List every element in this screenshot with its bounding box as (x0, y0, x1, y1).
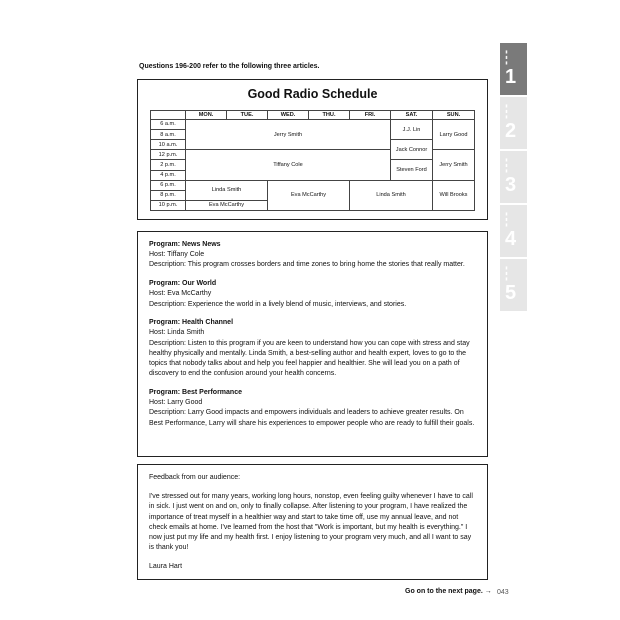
program-name: Program: Best Performance (149, 388, 242, 396)
time-cell: 6 a.m. (151, 120, 186, 130)
day-header: WED. (268, 111, 309, 120)
program-host: Host: Eva McCarthy (149, 290, 212, 298)
program-description: Description: Listen to this program if you are keen to understand how you can cope with stress and stay healthy physically and mentally. Linda Smith, a best-selling author and health expert, loves to go to the topics that nobody talks about and help you feel happier and healthier. She will lead you on a path of discovery to end the confusion around your health concerns. (149, 339, 470, 378)
day-header: TUE. (227, 111, 268, 120)
program-name: Program: Our World (149, 280, 217, 288)
day-header: THU. (309, 111, 350, 120)
host-cell: Jack Connor (391, 140, 433, 160)
program-entry (149, 279, 476, 310)
time-cell: 12 p.m. (151, 150, 186, 160)
time-cell: 4 p.m. (151, 170, 186, 180)
program-host: Host: Larry Good (149, 399, 203, 407)
feedback-signature: Laura Hart (149, 563, 183, 571)
page-number: 043 (497, 589, 509, 596)
host-cell: Linda Smith (186, 180, 268, 200)
day-header: FRI. (350, 111, 391, 120)
program-description: Description: Experience the world in a lively blend of music, interviews, and stories. (149, 300, 407, 308)
tab-label-mark: ▮▮▮ (504, 211, 509, 228)
chapter-tabs (500, 43, 527, 313)
host-cell: Eva McCarthy (268, 180, 350, 210)
tab-number: 5 (505, 282, 517, 304)
time-cell: 10 p.m. (151, 200, 186, 210)
host-cell: Steven Ford (391, 160, 433, 180)
host-cell: Tiffany Cole (186, 150, 391, 180)
feedback-body: I've stressed out for many years, working long hours, nonstop, even feeling guilty whenever I have to call in sick. I just went on and on, only to finally collapse. After listening to your program, I have realized the importance of treat myself in a healthier way and start to take time off, use my annual leave, and not check emails at home. I've learned from the host that "Work is important, but my health is everything." I now just put my life and my health first. I enjoy listening to your program very much, and all I want to say is thank you! (149, 493, 473, 552)
program-host: Host: Tiffany Cole (149, 251, 205, 259)
time-cell: 8 p.m. (151, 190, 186, 200)
program-description: Description: Larry Good impacts and empowers individuals and leaders to achieve greater results. On Best Performance, Larry will share his experiences to empower people who are ready to fulfill their goals. (149, 409, 475, 427)
programs-box (137, 231, 488, 457)
time-cell: 6 p.m. (151, 180, 186, 190)
corner-cell (151, 111, 186, 120)
program-entry (149, 240, 476, 271)
program-entry (149, 318, 476, 379)
host-cell: Larry Good (433, 120, 475, 150)
host-cell: J.J. Lin (391, 120, 433, 140)
next-page-note: Go on to the next page. → (405, 588, 492, 595)
chapter-tab-4[interactable] (500, 205, 527, 257)
program-entry (149, 388, 476, 429)
schedule-title: Good Radio Schedule (247, 87, 378, 101)
host-cell: Will Brooks (433, 180, 475, 210)
program-description: Description: This program crosses borders and time zones to bring home the stories that really matter. (149, 261, 465, 269)
program-name: Program: Health Channel (149, 319, 234, 327)
schedule-box (137, 79, 488, 220)
tab-number: 4 (505, 228, 517, 250)
day-header: MON. (186, 111, 227, 120)
schedule-header-row (151, 111, 475, 120)
tab-label-mark: ▮▮▮ (504, 49, 509, 66)
tab-number: 2 (505, 120, 517, 142)
time-cell: 10 a.m. (151, 140, 186, 150)
time-cell: 8 a.m. (151, 130, 186, 140)
tab-number: 3 (505, 174, 517, 196)
host-cell: Jerry Smith (186, 120, 391, 150)
tab-label-mark: ▮▮▮ (504, 157, 509, 174)
chapter-tab-2[interactable] (500, 97, 527, 149)
feedback-heading: Feedback from our audience: (149, 474, 241, 481)
program-name: Program: News News (149, 241, 221, 248)
feedback-box (137, 464, 488, 580)
day-header: SAT. (391, 111, 433, 120)
chapter-tab-1[interactable] (500, 43, 527, 95)
tab-label-mark: ▮▮▮ (504, 265, 509, 282)
schedule-table (150, 110, 475, 211)
chapter-tab-3[interactable] (500, 151, 527, 203)
chapter-tab-5[interactable] (500, 259, 527, 311)
tab-number: 1 (505, 66, 517, 88)
host-cell: Jerry Smith (433, 150, 475, 180)
host-cell: Eva McCarthy (186, 200, 268, 210)
tab-label-mark: ▮▮▮ (504, 103, 509, 120)
time-cell: 2 p.m. (151, 160, 186, 170)
host-cell: Linda Smith (350, 180, 433, 210)
program-host: Host: Linda Smith (149, 329, 205, 337)
day-header: SUN. (433, 111, 475, 120)
question-intro: Questions 196-200 refer to the following three articles. (139, 63, 320, 70)
